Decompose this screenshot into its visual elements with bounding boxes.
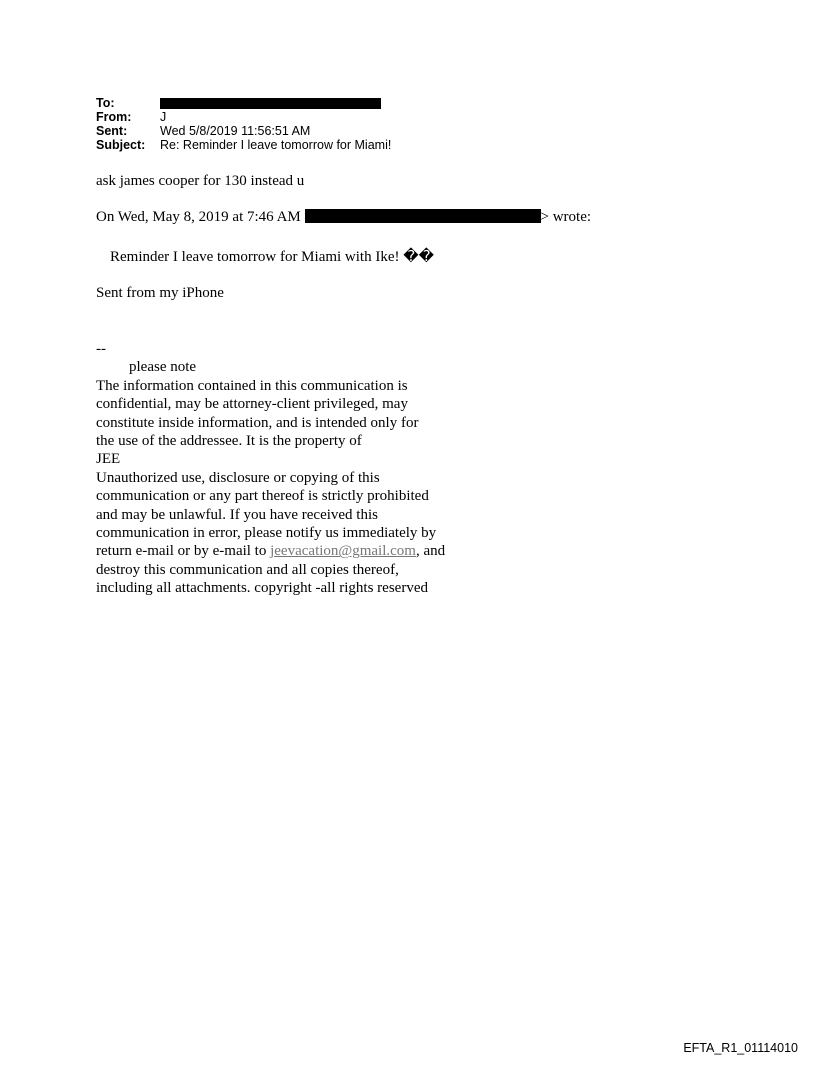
return-line-suffix: , and: [415, 543, 446, 560]
notice-line: communication in error, please notify us immediately by: [96, 525, 437, 542]
note-title: please note: [129, 359, 197, 376]
quote-intro-prefix: On Wed, May 8, 2019 at 7:46 AM: [96, 209, 301, 225]
sent-value: Wed 5/8/2019 11:56:51 AM: [160, 124, 311, 138]
reply-text: ask james cooper for 130 instead u: [96, 173, 305, 189]
notice-line: JEE: [96, 451, 121, 468]
notice-line: The information contained in this communication is: [96, 377, 408, 394]
signature: Sent from my iPhone: [96, 285, 224, 301]
sent-row: [96, 124, 391, 138]
notice-line: confidential, may be attorney-client privileged, may: [96, 396, 408, 413]
subject-label: Subject:: [96, 138, 146, 152]
notice-line: Unauthorized use, disclosure or copying of this: [96, 469, 380, 486]
quoted-message: Reminder I leave tomorrow for Miami with Ike! ��: [110, 249, 435, 265]
from-row: [96, 110, 391, 124]
notice-line: the use of the addressee. It is the property of: [96, 433, 362, 450]
from-value: J: [160, 110, 167, 124]
to-label: To:: [96, 96, 115, 110]
notice-line: including all attachments. copyright -all rights reserved: [96, 580, 428, 597]
email-link[interactable]: jeevacation@gmail.com: [270, 543, 416, 560]
email-header: [96, 96, 391, 152]
subject-value: Re: Reminder I leave tomorrow for Miami!: [160, 138, 392, 152]
notice-line: destroy this communication and all copies thereof,: [96, 561, 399, 578]
quote-intro-suffix: > wrote:: [540, 209, 592, 225]
notice-line: communication or any part thereof is strictly prohibited: [96, 488, 429, 505]
return-line-prefix: return e-mail or by e-mail to: [96, 543, 271, 560]
redacted-recipient: [160, 98, 381, 109]
subject-row: [96, 138, 391, 152]
document-id: EFTA_R1_01114010: [683, 1041, 798, 1055]
to-row: [96, 96, 391, 110]
from-label: From:: [96, 110, 132, 124]
notice-line: and may be unlawful. If you have received this: [96, 506, 378, 523]
notice-line: constitute inside information, and is intended only for: [96, 414, 419, 431]
confidentiality-notice: [96, 340, 445, 598]
separator: --: [96, 341, 106, 357]
sent-label: Sent:: [96, 124, 128, 138]
quote-intro: [96, 209, 591, 226]
redacted-sender: [305, 209, 541, 223]
return-email-line: [96, 542, 445, 560]
